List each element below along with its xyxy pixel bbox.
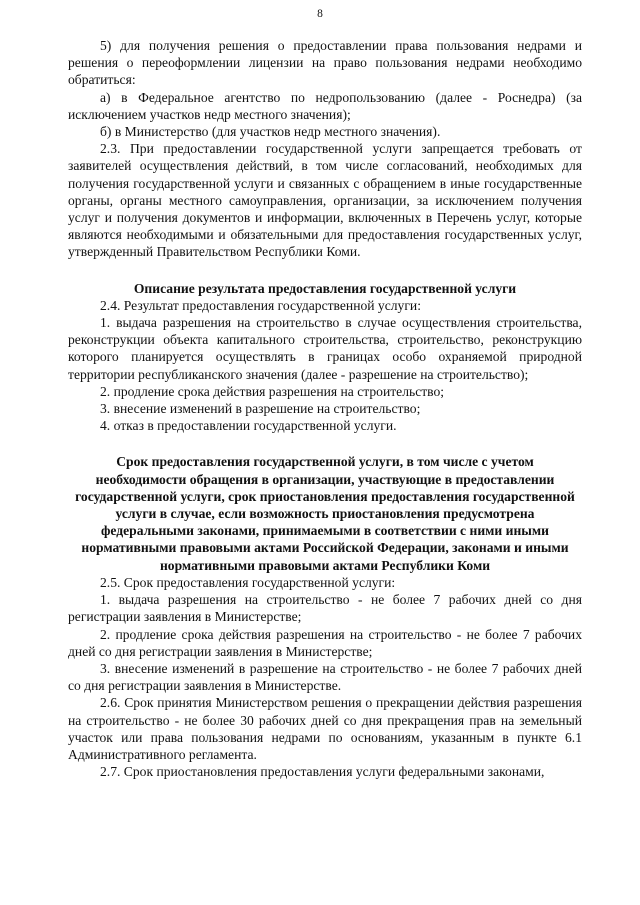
- document-body: [68, 37, 582, 780]
- paragraph-item-b: б) в Министерство (для участков недр местного значения).: [100, 124, 441, 140]
- result-item-1: 1. выдача разрешения на строительство в случае осуществления строительства, реконструкции объекта капитального строительства, строительство, реконструкцию которого планируется осуществлять в границах особо охраняемой природной территории республиканского значения (далее - разрешение на строительство);: [68, 315, 582, 382]
- paragraph-item-a: а) в Федеральное агентство по недропользованию (далее - Роснедра) (за исключением участков недр местного значения);: [68, 89, 582, 122]
- section-heading-term: Срок предоставления государственной услуги, в том числе с учетом необходимости обращения в организации, участвующие в предоставлении государственной услуги, срок приостановления предоставления государственной услуги в случае, если возможность приостановления предусмотрена федеральными законами, принимаемыми в соответствии с ними иными нормативными правовыми актами Российской Федерации, законами и иными нормативными правовыми актами Республики Коми: [75, 454, 575, 573]
- paragraph-2-6: 2.6. Срок принятия Министерством решения о прекращении действия разрешения на строительство - не более 30 рабочих дней со дня прекращения прав на земельный участок или права пользования недрами по основаниям, указанным в пункте 6.1 Административного регламента.: [68, 695, 582, 762]
- result-item-2: 2. продление срока действия разрешения на строительство;: [100, 383, 445, 399]
- section-heading-result: Описание результата предоставления государственной услуги: [133, 280, 517, 296]
- result-item-3: 3. внесение изменений в разрешение на строительство;: [100, 401, 421, 417]
- paragraph-2-7: 2.7. Срок приостановления предоставления услуги федеральными законами,: [100, 764, 545, 780]
- result-item-4: 4. отказ в предоставлении государственной услуги.: [100, 418, 397, 434]
- paragraph-2-5: 2.5. Срок предоставления государственной услуги:: [100, 574, 396, 590]
- paragraph-2-4: 2.4. Результат предоставления государственной услуги:: [100, 297, 421, 313]
- term-item-1: 1. выдача разрешения на строительство - не более 7 рабочих дней со дня регистрации заявления в Министерстве;: [68, 592, 582, 625]
- term-item-2: 2. продление срока действия разрешения на строительство - не более 7 рабочих дней со дня регистрации заявления в Министерстве;: [68, 626, 582, 659]
- term-item-3: 3. внесение изменений в разрешение на строительство - не более 7 рабочих дней со дня регистрации заявления в Министерстве.: [68, 660, 582, 694]
- page-number: 8: [317, 8, 323, 20]
- paragraph-item-5: 5) для получения решения о предоставлении права пользования недрами и решения о переоформлении лицензии на право пользования недрами необходимо обратиться:: [68, 38, 582, 88]
- paragraph-2-3: 2.3. При предоставлении государственной услуги запрещается требовать от заявителей осуществления действий, в том числе согласований, необходимых для получения государственной услуги и связанных с обращением в иные государственные органы, органы местного самоуправления, организации, за исключением получения услуг и получения документов и информации, включенных в Перечень услуг, которые являются необходимыми и обязательными для предоставления государственных услуг, утвержденный Правительством Республики Коми.: [68, 141, 582, 260]
